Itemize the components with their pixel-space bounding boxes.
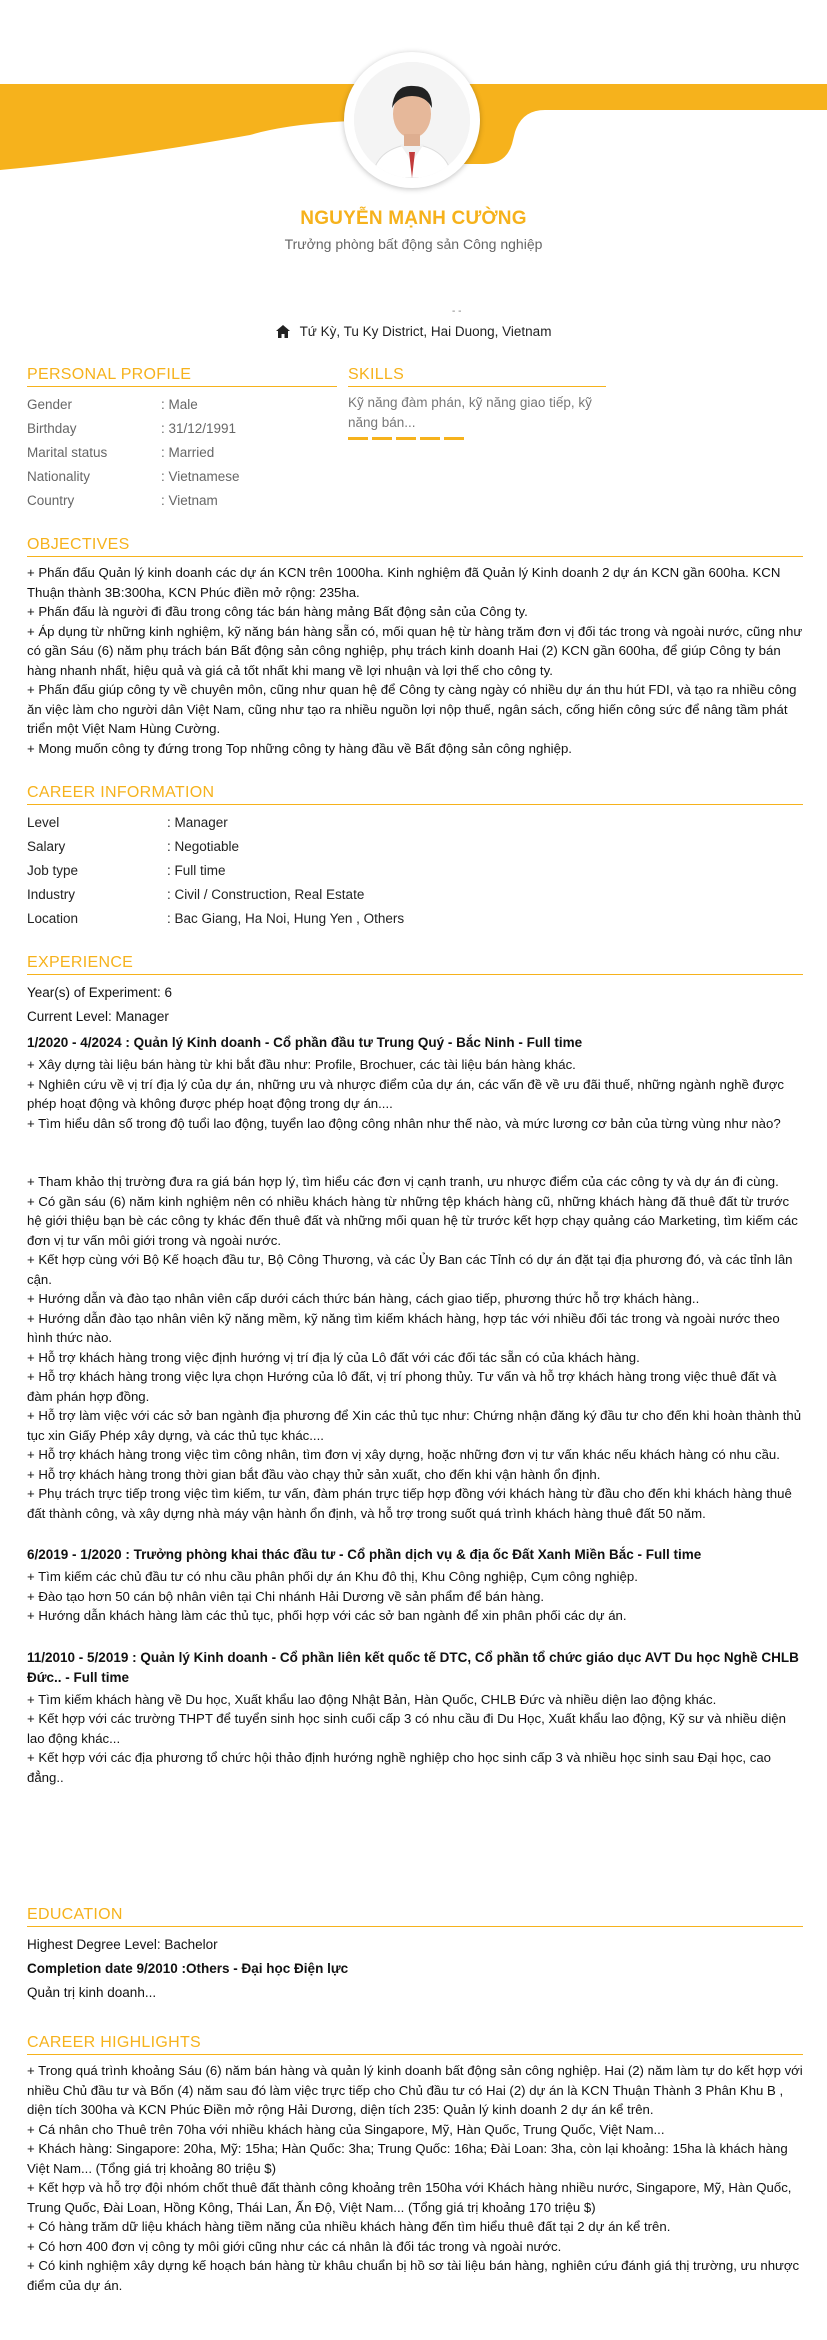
info-row <box>27 859 803 883</box>
section-heading: EXPERIENCE <box>27 954 803 975</box>
info-row <box>27 393 337 417</box>
experience-current-level: Current Level: Manager <box>27 1009 169 1024</box>
section-heading: OBJECTIVES <box>27 536 803 557</box>
info-label: Gender <box>27 397 73 412</box>
education-highest-degree: Highest Degree Level: Bachelor <box>27 1937 218 1952</box>
section-heading: CAREER INFORMATION <box>27 784 803 805</box>
career-highlights-section <box>27 2034 803 2295</box>
rating-dash <box>396 437 416 440</box>
info-value: : Male <box>161 397 198 412</box>
info-value: : Vietnamese <box>161 469 240 484</box>
job-title: 11/2010 - 5/2019 : Quản lý Kinh doanh - Cổ phần liên kết quốc tế DTC, Cổ phần tổ chức giáo dục AVT Du học Nghề CHLB Đức.. - Full time <box>27 1649 799 1685</box>
objectives-text: + Phấn đấu Quản lý kinh doanh các dự án KCN trên 1000ha. Kinh nghiệm đã Quản lý Kinh doanh 2 dự án KCN gần 600ha. KCN Thuận thành 3B:300ha, KCN Phúc điền mở rộng: 235ha. + Phấn đấu là người đi đầu trong công tác bán hàng mảng Bất động sản của Công ty. + Áp dụng từ những kinh nghiệm, kỹ năng bán hàng sẵn có, mối quan hệ từ hàng trăm đơn vị đối tác trong và ngoài nước, cũng như có gần Sáu (6) năm phụ trách bán Bất động sản công nghiệp, phụ trách kinh doanh Hai (2) KCN gần 600ha, để giúp Công ty bán hàng nhanh nhất, hiệu quả và giá cả tốt nhất khi mang về lợi nhuận và lợi thế cho công ty. + Phấn đấu giúp công ty về chuyên môn, cũng như quan hệ để Công ty càng ngày có nhiều dự án thu hút FDI, và tạo ra nhiều công ăn việc làm cho người dân Việt Nam, cũng như tạo ra nhiều nguồn lợi nộp thuế, ngân sách, cống hiến công sức để nâng tầm phát triển một Việt Nam Hùng Cường. + Mong muốn công ty đứng trong Top những công ty hàng đầu về Bất động sản công nghiệp. <box>27 565 803 756</box>
avatar <box>344 52 480 188</box>
experience-years: Year(s) of Experiment: 6 <box>27 985 173 1000</box>
info-label: Country <box>27 493 75 508</box>
address-line <box>0 324 827 341</box>
job-entry <box>27 1648 803 1788</box>
personal-profile-section <box>27 366 337 513</box>
info-value: : Negotiable <box>167 839 240 854</box>
info-value: : Civil / Construction, Real Estate <box>167 887 365 902</box>
info-label: Industry <box>27 887 76 902</box>
info-label: Birthday <box>27 421 77 436</box>
info-label: Level <box>27 815 60 830</box>
info-value: : Bac Giang, Ha Noi, Hung Yen , Others <box>167 911 405 926</box>
info-row <box>27 907 803 931</box>
job-title: 6/2019 - 1/2020 : Trưởng phòng khai thác đầu tư - Cổ phần dịch vụ & địa ốc Đất Xanh Miền Bắc - Full time <box>27 1547 702 1562</box>
skills-section <box>348 366 606 440</box>
rating-dash <box>444 437 464 440</box>
info-value: : Married <box>161 445 215 460</box>
candidate-title: Trưởng phòng bất động sản Công nghiệp <box>284 236 543 252</box>
job-entry <box>27 1033 803 1523</box>
section-heading: PERSONAL PROFILE <box>27 366 337 387</box>
address-text: Tứ Kỳ, Tu Ky District, Hai Duong, Vietnam <box>299 324 552 339</box>
info-row <box>27 465 337 489</box>
job-description: + Xây dựng tài liệu bán hàng từ khi bắt đầu như: Profile, Brochuer, các tài liệu bán hàng khác. + Nghiên cứu về vị trí địa lý của dự án, những ưu và nhược điểm của dự án, các vấn đề về ưu đãi thuế, những ngành nghề được phép hoạt động và không được phép hoạt động trong dự án.... + Tìm hiểu dân số trong độ tuổi lao động, tuyển lao động công nhân như thế nào, và mức lương cơ bản của từng vùng như nào? + Tham khảo thị trường đưa ra giá bán hợp lý, tìm hiểu các đơn vị cạnh tranh, ưu nhược điểm của các công ty và dự án đi cùng. + Có gần sáu (6) năm kinh nghiệm nên có nhiều khách hàng từ những tệp khách hàng cũ, những khách hàng đã thuê đất từ trước hệ giới thiệu bạn bè các công ty khác đến thuê đất và những mối quan hệ từ trước kết hợp chạy quảng cáo Marketing, tìm kiếm các đơn vị tư vấn môi giới trong và ngoài nước. + Kết hợp cùng với Bộ Kế hoạch đầu tư, Bộ Công Thương, và các Ủy Ban các Tỉnh có dự án đặt tại địa phương đó, và các tỉnh lân cận. + Hướng dẫn và đào tạo nhân viên cấp dưới cách thức bán hàng, cách giao tiếp, phương thức hỗ trợ khách hàng.. + Hướng dẫn đào tạo nhân viên kỹ năng mềm, kỹ năng tìm kiếm khách hàng, hợp tác với nhiều đối tác trong và ngoài nước theo hình thức nào. + Hỗ trợ khách hàng trong việc định hướng vị trí địa lý của Lô đất với các đối tác sẵn có của khách hàng. + Hỗ trợ khách hàng trong việc lựa chọn Hướng của lô đất, vị trí phong thủy. Tư vấn và hỗ trợ khách hàng trong việc thuê đất và đàm phán hợp đồng. + Hỗ trợ làm việc với các sở ban ngành địa phương để Xin các thủ tục như: Chứng nhận đăng ký đầu tư cho đến khi hoàn thành thủ tục xin Giấy Phép xây dựng, và các thủ tục khác.... + Hỗ trợ khách hàng trong việc tìm công nhân, tìm đơn vị xây dựng, hoặc những đơn vị tư vấn khác nếu khách hàng có nhu cầu. + Hỗ trợ khách hàng trong thời gian bắt đầu vào chạy thử sản xuất, cho đến khi vận hành ổn định. + Phụ trách trực tiếp trong việc tìm kiếm, tư vấn, đàm phán trực tiếp hợp đồng với khách hàng từ đầu cho đến khi khách hàng thuê đất thành công, và xây dựng nhà máy vận hành ổn định, và hỗ trợ trong suốt quá trình khách hàng thuê đất 50 năm. <box>27 1057 802 1521</box>
info-row <box>27 417 337 441</box>
info-row <box>27 835 803 859</box>
info-value: : 31/12/1991 <box>161 421 237 436</box>
objectives-section <box>27 536 803 758</box>
education-major: Quản trị kinh doanh... <box>27 1985 157 2000</box>
skill-rating <box>348 437 606 440</box>
info-row <box>27 811 803 835</box>
info-label: Marital status <box>27 445 108 460</box>
info-value: : Manager <box>167 815 228 830</box>
skills-text: Kỹ năng đàm phán, kỹ năng giao tiếp, kỹ năng bán... <box>348 395 592 430</box>
info-label: Salary <box>27 839 66 854</box>
info-row <box>27 441 337 465</box>
profile-photo <box>354 62 470 178</box>
career-highlights-text: + Trong quá trình khoảng Sáu (6) năm bán hàng và quản lý kinh doanh bất động sản công nghiệp. Hai (2) năm làm tự do kết hợp với nhiều Chủ đầu tư và Bốn (4) năm sau đó làm việc trực tiếp cho Chủ đầu tư có Hai (2) dự án là KCN Thuận Thành 3 Phân Khu B , diện tích 300ha và KCN Phúc Điền mở rộng Hải Dương, diện tích 235: Quản lý kinh doanh 2 dự án kể trên. + Cá nhân cho Thuê trên 70ha với nhiều khách hàng của Singapore, Mỹ, Hàn Quốc, Trung Quốc, Việt Nam... + Khách hàng: Singapore: 20ha, Mỹ: 15ha; Hàn Quốc: 3ha; Trung Quốc: 16ha; Đài Loan: 3ha, còn lại khoảng: 15ha là khách hàng Việt Nam... (Tổng giá trị khoảng 80 triệu $) + Kết hợp và hỗ trợ đội nhóm chốt thuê đất thành công khoảng trên 150ha với Khách hàng nhiều nước, Singapore, Mỹ, Hàn Quốc, Trung Quốc, Đài Loan, Hồng Kông, Thái Lan, Ấn Độ, Việt Nam... (Tổng giá trị khoảng 170 triệu $) + Có hàng trăm dữ liệu khách hàng tiềm năng của nhiều khách hàng đến tìm hiểu thuê đất tại 2 dự án kể trên. + Có hơn 400 đơn vị công ty môi giới cũng như các cá nhân là đối tác trong và ngoài nước. + Có kinh nghiệm xây dựng kế hoạch bán hàng từ khâu chuẩn bị hồ sơ tài liệu bán hàng, nghiên cứu đánh giá thị trường, ưu nhược điểm của dự án. <box>27 2063 803 2293</box>
info-value: : Vietnam <box>161 493 218 508</box>
career-information-section <box>27 784 803 931</box>
candidate-name: NGUYỄN MẠNH CƯỜNG <box>300 208 527 229</box>
rating-dash <box>348 437 368 440</box>
info-label: Job type <box>27 863 79 878</box>
contact-separator: - - <box>452 306 462 317</box>
section-heading: SKILLS <box>348 366 606 387</box>
info-row <box>27 883 803 907</box>
education-section <box>27 1906 803 2005</box>
section-heading: CAREER HIGHLIGHTS <box>27 2034 803 2055</box>
home-icon <box>276 325 290 341</box>
job-entry <box>27 1545 803 1626</box>
education-completion: Completion date 9/2010 :Others - Đại học Điện lực <box>27 1961 349 1976</box>
job-description: + Tìm kiếm khách hàng về Du học, Xuất khẩu lao động Nhật Bản, Hàn Quốc, CHLB Đức và nhiều diện lao động khác. + Kết hợp với các trường THPT để tuyển sinh học sinh cuối cấp 3 có nhu cầu đi Du Học, Xuất khẩu lao động, Kỹ sư và nhiều diện lao động khác... + Kết hợp với các địa phương tổ chức hội thảo định hướng nghề nghiệp cho học sinh cấp 3 và nhiều học sinh sau Đại học, cao đẳng.. <box>27 1691 786 1785</box>
info-value: : Full time <box>167 863 226 878</box>
rating-dash <box>372 437 392 440</box>
info-label: Nationality <box>27 469 91 484</box>
rating-dash <box>420 437 440 440</box>
info-row <box>27 489 337 513</box>
job-title: 1/2020 - 4/2024 : Quản lý Kinh doanh - Cổ phần đầu tư Trung Quý - Bắc Ninh - Full time <box>27 1035 583 1050</box>
info-label: Location <box>27 911 79 926</box>
section-heading: EDUCATION <box>27 1906 803 1927</box>
experience-section <box>27 954 803 1787</box>
job-description: + Tìm kiếm các chủ đầu tư có nhu cầu phân phối dự án Khu đô thị, Khu Công nghiệp, Cụm công nghiệp. + Đào tạo hơn 50 cán bộ nhân viên tại Chi nhánh Hải Dương về sản phẩm để bán hàng. + Hướng dẫn khách hàng làm các thủ tục, phối hợp với các sở ban ngành để xin phân phối các dự án. <box>27 1569 638 1623</box>
